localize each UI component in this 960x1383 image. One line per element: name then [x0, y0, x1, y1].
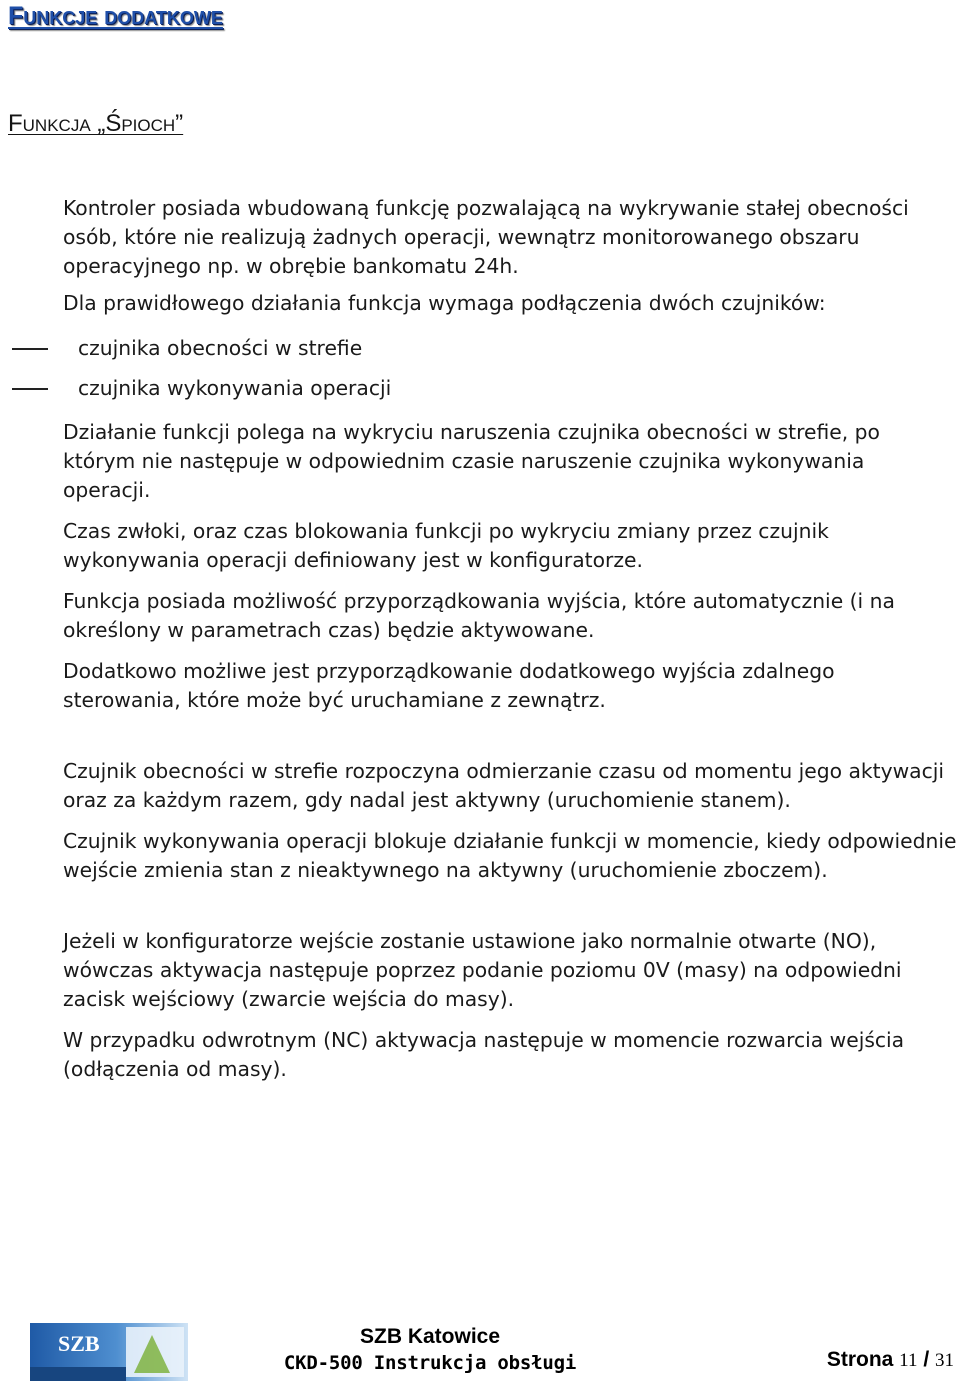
paragraph-delay: Czas zwłoki, oraz czas blokowania funkcji po wykryciu zmiany przez czujnik wykonywania operacji definiowany jest w konfiguratorze.	[63, 519, 829, 572]
spacer	[63, 715, 958, 757]
paragraph-output: Funkcja posiada możliwość przyporządkowania wyjścia, które automatycznie (i na określony w parametrach czas) będzie aktywowane.	[63, 589, 895, 642]
paragraph-nc-config: W przypadku odwrotnym (NC) aktywacja następuje w momencie rozwarcia wejścia (odłączenia od masy).	[63, 1028, 905, 1081]
paragraph-operation-sensor: Czujnik wykonywania operacji blokuje działanie funkcji w momencie, kiedy odpowiednie wejście zmienia stan z nieaktywnego na aktywny (uruchomienie zboczem).	[63, 829, 957, 882]
page-total: 31	[935, 1350, 954, 1371]
paragraph-no-config: Jeżeli w konfiguratorze wejście zostanie ustawione jako normalnie otwarte (NO), wówczas aktywacja następuje poprzez podanie poziomu 0V (masy) na odpowiedni zacisk wejściowy (zwarcie wejścia do masy).	[63, 929, 902, 1011]
dash-bullet-icon	[12, 388, 48, 390]
dash-bullet-icon	[12, 348, 48, 350]
subsection-title: Funkcja „Śpioch”	[8, 110, 184, 137]
logo-text: SZB	[58, 1331, 100, 1356]
paragraph-intro: Kontroler posiada wbudowaną funkcję pozwalającą na wykrywanie stałej obecności osób, które nie realizują żadnych operacji, wewnątrz monitorowanego obszaru operacyjnego np. w obrębie bankomatu 24h.	[63, 196, 909, 278]
spacer	[63, 885, 958, 927]
page-indicator	[827, 1348, 954, 1372]
company-name: SZB Katowice	[359, 1325, 501, 1348]
document-title: CKD-500 Instrukcja obsługi	[283, 1352, 577, 1374]
list-item	[0, 368, 958, 408]
page-label: Strona	[826, 1348, 894, 1371]
paragraph-requirements: Dla prawidłowego działania funkcja wymaga podłączenia dwóch czujników:	[63, 291, 826, 315]
page-separator: /	[923, 1348, 930, 1371]
list-item-label: czujnika wykonywania operacji	[78, 376, 392, 400]
list-item	[0, 328, 958, 368]
section-title: Funkcje dodatkowe	[8, 2, 223, 30]
paragraph-presence-sensor: Czujnik obecności w strefie rozpoczyna odmierzanie czasu od momentu jego aktywacji oraz za każdym razem, gdy nadal jest aktywny (uruchomienie stanem).	[63, 759, 945, 812]
paragraph-remote-output: Dodatkowo możliwe jest przyporządkowanie dodatkowego wyjścia zdalnego sterowania, które może być uruchamiane z zewnątrz.	[63, 659, 835, 712]
paragraph-operation: Działanie funkcji polega na wykryciu naruszenia czujnika obecności w strefie, po którym nie następuje w odpowiednim czasie naruszenie czujnika wykonywania operacji.	[63, 420, 880, 502]
sensor-list	[0, 328, 958, 408]
footer-title-block	[260, 1323, 600, 1377]
document-body	[63, 194, 958, 1084]
szb-logo	[30, 1323, 188, 1381]
list-item-label: czujnika obecności w strefie	[78, 336, 363, 360]
page-current: 11	[899, 1350, 918, 1371]
